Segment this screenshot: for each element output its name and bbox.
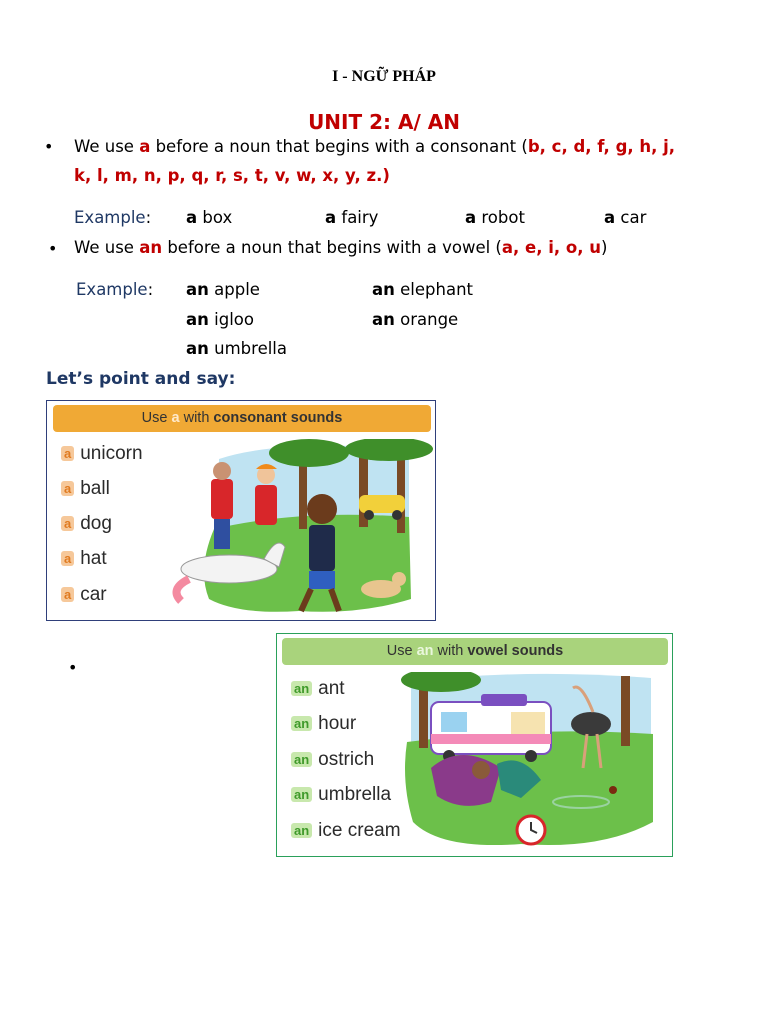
word-item	[61, 478, 110, 500]
word: dog	[80, 513, 112, 534]
banner-middle: with	[179, 410, 214, 426]
rule-a-prefix: We use	[74, 137, 140, 156]
rule-a-article: a	[139, 137, 151, 156]
article: a	[186, 208, 198, 227]
rule-a-middle: before a noun that begins with a consonant (	[150, 137, 528, 156]
bullet-icon: •	[44, 137, 54, 156]
word-item	[291, 749, 374, 771]
word: hat	[80, 548, 107, 569]
example-a-item	[186, 208, 232, 227]
card-an-banner	[282, 638, 668, 665]
noun: robot	[481, 208, 525, 227]
rule-a-letters-1: b, c, d, f, g, h, j,	[527, 137, 676, 156]
banner-prefix: Use	[141, 410, 172, 426]
article-tag: a	[61, 516, 74, 531]
rule-an-suffix: )	[601, 238, 608, 257]
example-label: Example	[76, 280, 148, 299]
bullet-icon: •	[48, 239, 58, 258]
article-tag: an	[291, 752, 312, 767]
article-tag: a	[61, 551, 74, 566]
word-item	[291, 713, 356, 735]
noun: car	[620, 208, 647, 227]
article: an	[186, 310, 209, 329]
article: a	[465, 208, 477, 227]
example-an-item	[372, 310, 458, 329]
word-item	[291, 678, 345, 700]
article-tag: a	[61, 587, 74, 602]
example-an-item	[186, 339, 287, 358]
word: ostrich	[318, 749, 375, 770]
example-an-item	[186, 280, 260, 299]
example-an-label: Example:	[76, 280, 154, 299]
article: an	[372, 280, 395, 299]
noun: box	[202, 208, 233, 227]
noun: orange	[400, 310, 459, 329]
word-item	[61, 584, 107, 606]
example-a-item	[325, 208, 378, 227]
noun: umbrella	[214, 339, 287, 358]
word: hour	[318, 713, 357, 734]
example-an-item	[186, 310, 254, 329]
word-item	[61, 513, 112, 535]
article: an	[186, 280, 209, 299]
article-tag: a	[61, 446, 74, 461]
example-a-item	[465, 208, 525, 227]
rule-an-prefix: We use	[74, 238, 140, 257]
article-tag: an	[291, 823, 312, 838]
word: car	[80, 584, 107, 605]
banner-prefix: Use	[386, 643, 417, 659]
word: unicorn	[80, 443, 143, 464]
article: a	[604, 208, 616, 227]
word: ice cream	[318, 820, 401, 841]
word: ball	[80, 478, 110, 499]
park-scene-illustration	[159, 439, 433, 617]
article: an	[372, 310, 395, 329]
rule-an-middle: before a noun that begins with a vowel (	[162, 238, 502, 257]
banner-middle: with	[433, 643, 468, 659]
article-tag: an	[291, 716, 312, 731]
example-label: Example	[74, 208, 146, 227]
example-a-label: Example:	[74, 208, 152, 227]
word: umbrella	[318, 784, 392, 805]
rule-a-letters-2: k, l, m, n, p, q, r, s, t, v, w, x, y, z.)	[74, 166, 390, 185]
point-and-say-heading: Let’s point and say:	[46, 369, 236, 389]
word-item	[61, 443, 143, 465]
word-item	[61, 548, 107, 570]
article-tag: an	[291, 787, 312, 802]
banner-bold: vowel sounds	[467, 643, 564, 659]
article: a	[325, 208, 337, 227]
noun: fairy	[341, 208, 379, 227]
vowel-sounds-card	[276, 633, 673, 857]
noun: apple	[214, 280, 260, 299]
article: an	[186, 339, 209, 358]
ice-cream-scene-illustration	[401, 672, 669, 854]
word-item	[291, 820, 401, 842]
consonant-sounds-card	[46, 400, 436, 621]
noun: elephant	[400, 280, 473, 299]
example-an-item	[372, 280, 473, 299]
word: ant	[318, 678, 345, 699]
banner-article: a	[171, 410, 180, 426]
banner-article: an	[416, 643, 434, 659]
noun: igloo	[214, 310, 254, 329]
bullet-icon: •	[68, 658, 78, 677]
article-tag: a	[61, 481, 74, 496]
card-a-banner	[53, 405, 431, 432]
section-heading: I - NGỮ PHÁP	[332, 68, 436, 85]
rule-an-article: an	[139, 238, 163, 257]
unit-title: UNIT 2: A/ AN	[308, 110, 460, 134]
article-tag: an	[291, 681, 312, 696]
rule-a-line1	[74, 137, 675, 156]
word-item	[291, 784, 391, 806]
example-a-item	[604, 208, 646, 227]
banner-bold: consonant sounds	[213, 410, 343, 426]
rule-an-letters: a, e, i, o, u	[501, 238, 601, 257]
rule-an-line	[74, 238, 607, 257]
